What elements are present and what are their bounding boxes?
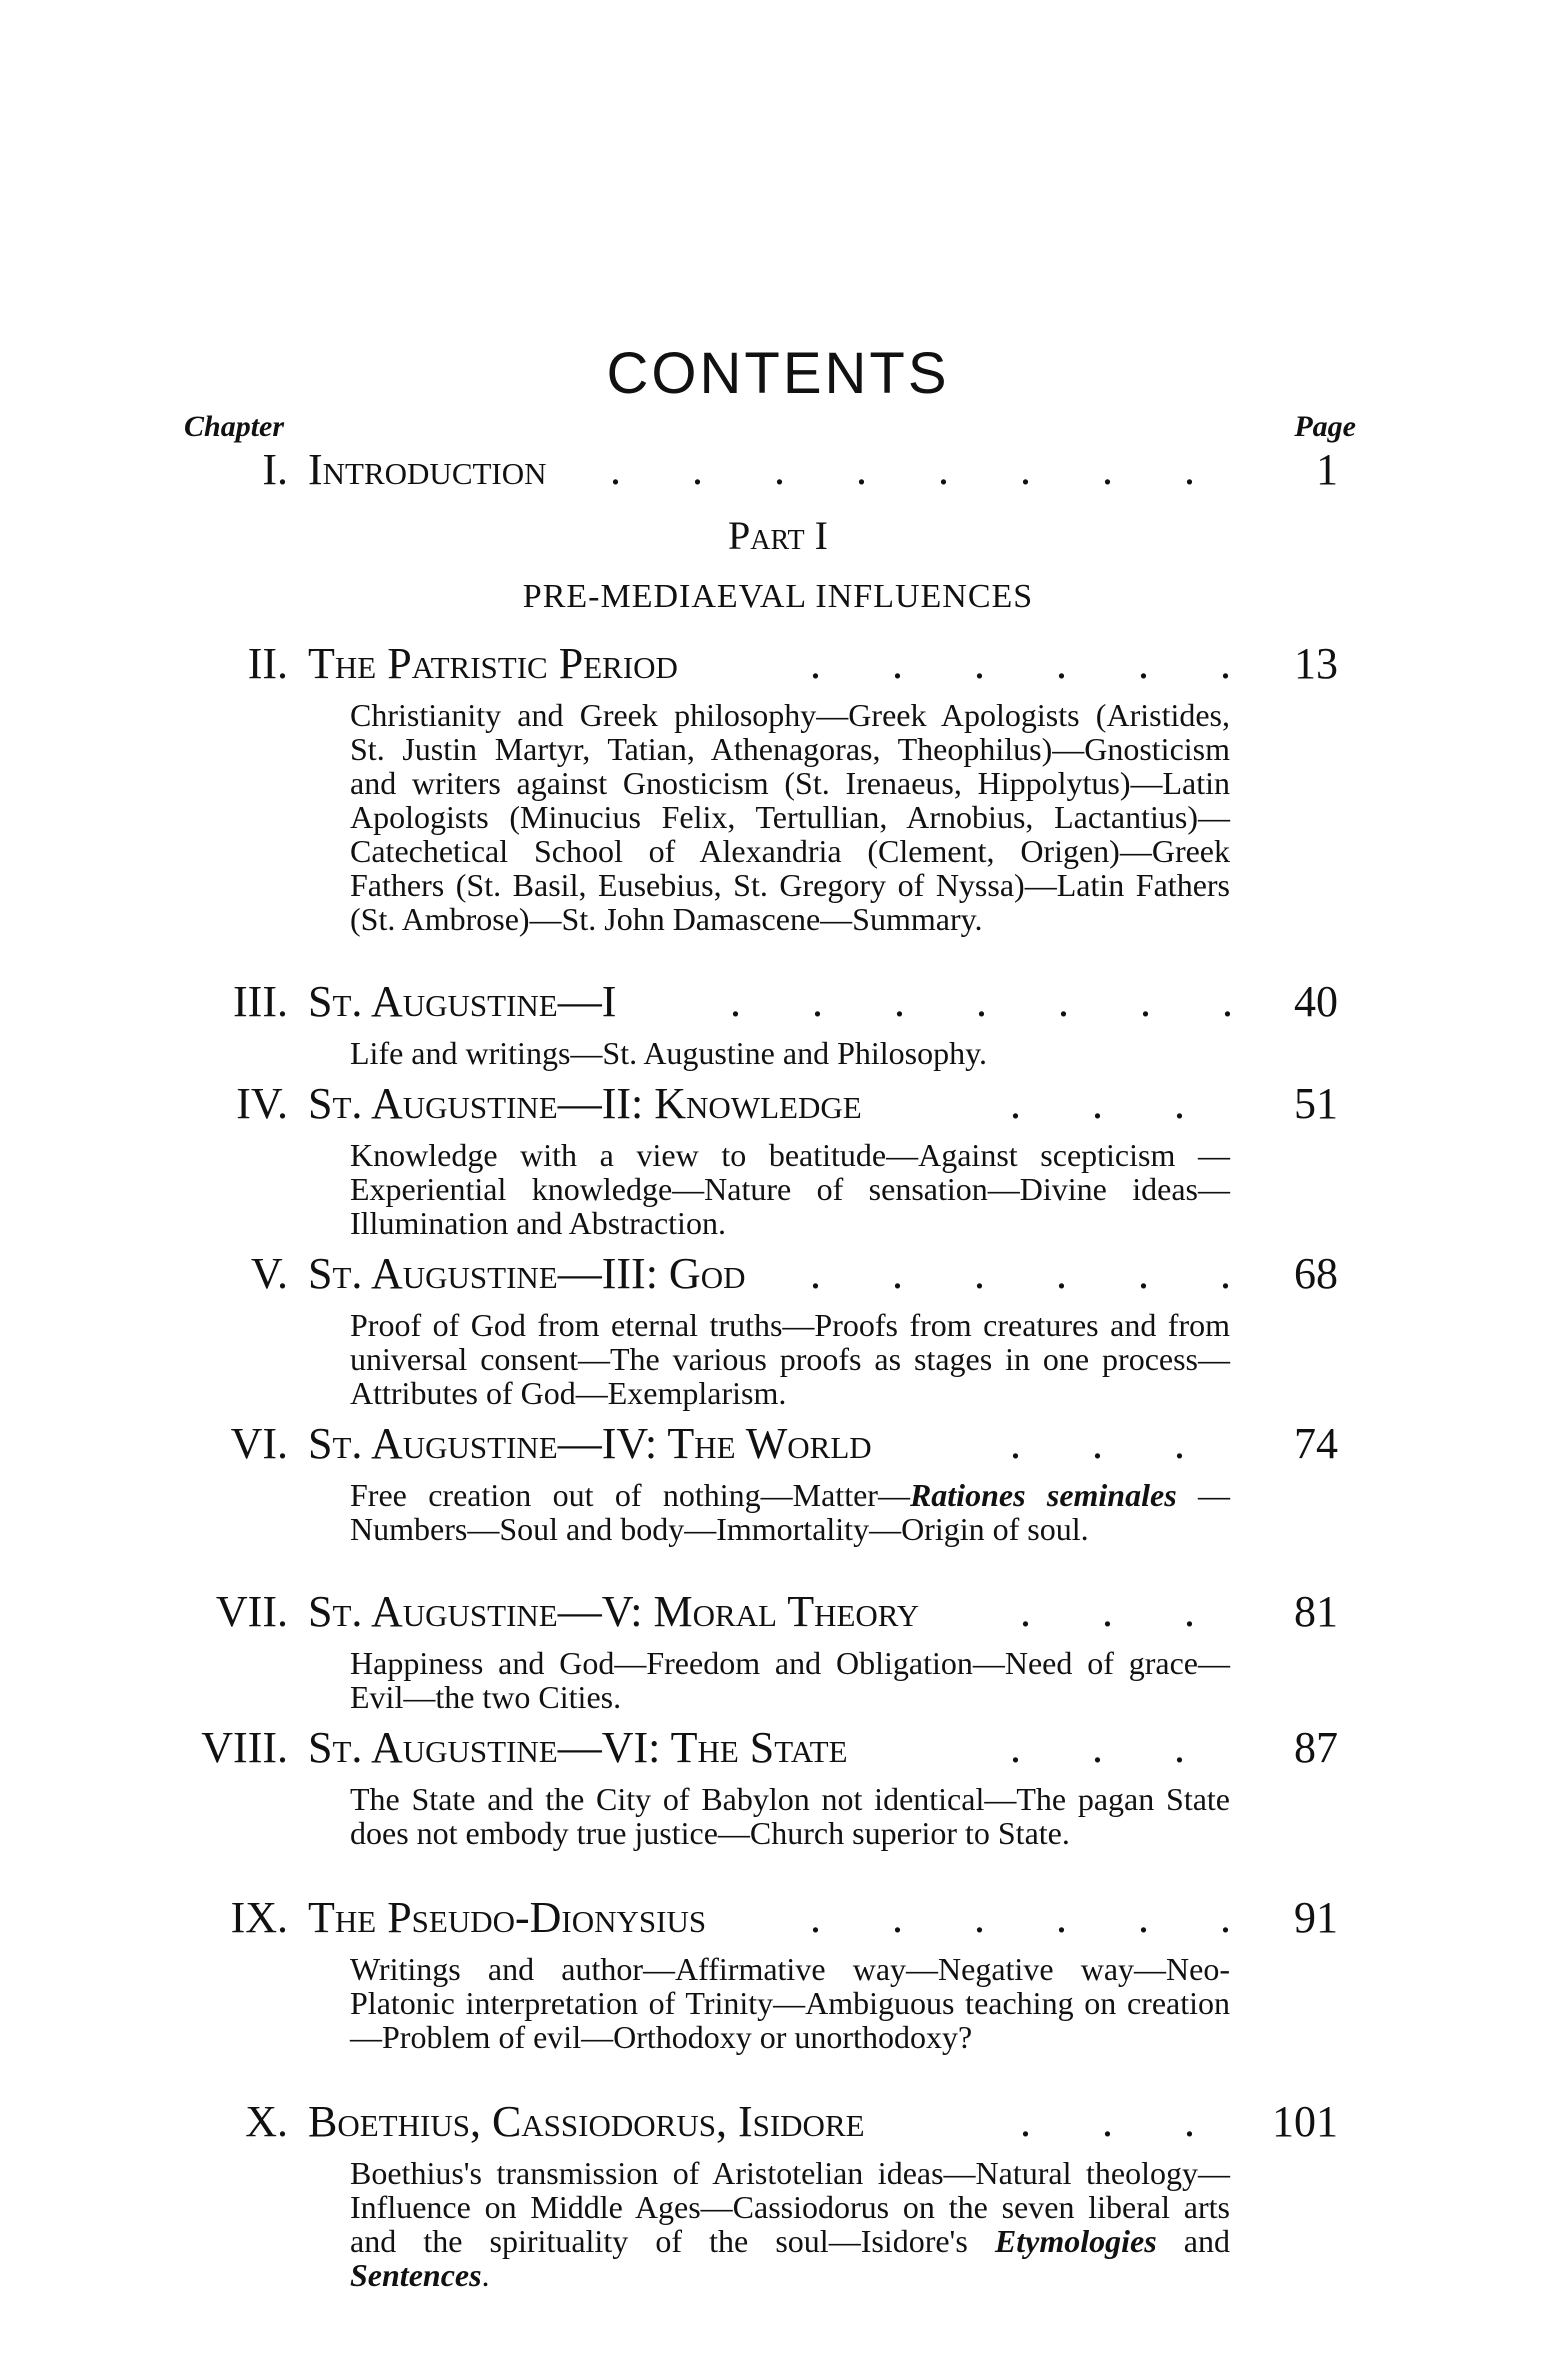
- toc-entry: [0, 976, 1556, 1070]
- toc-entry: [0, 1078, 1556, 1240]
- chapter-title: Boethius, Cassiodorus, Isidore: [308, 2097, 865, 2146]
- page-number: 91: [1294, 1893, 1338, 1942]
- page-number: 1: [1316, 445, 1338, 494]
- summary-text: —Numbers—Soul and body—Immortality—Origin of soul.: [350, 1477, 1231, 1547]
- chapter-summary: The State and the City of Babylon not identical—The pagan State does not embody true justice—Church superior to State.: [350, 1781, 1230, 1851]
- chapter-number: IV.: [236, 1079, 288, 1128]
- chapter-summary: Knowledge with a view to beatitude—Against scepticism —Experiential knowledge—Nature of sensation—Divine ideas—Illumination and Abstraction.: [350, 1137, 1230, 1241]
- dot-leader: . . .: [1010, 1079, 1215, 1128]
- chapter-column-label: Chapter: [184, 410, 285, 443]
- part-title: Part I: [728, 513, 828, 558]
- chapter-summary: Happiness and God—Freedom and Obligation—Need of grace—Evil—the two Cities.: [350, 1645, 1230, 1715]
- page-number: 40: [1294, 977, 1338, 1026]
- summary-emphasis: Rationes seminales: [909, 1477, 1177, 1513]
- chapter-summary: [350, 1478, 1230, 1546]
- chapter-title: The Patristic Period: [308, 639, 678, 688]
- page-number: 74: [1294, 1419, 1338, 1468]
- chapter-summary: Proof of God from eternal truths—Proofs from creatures and from universal consent—The various proofs as stages in one process—Attributes of God—Exemplarism.: [350, 1307, 1230, 1411]
- dot-leader: . . . . . . . .: [610, 445, 1225, 494]
- chapter-number: II.: [247, 639, 288, 688]
- chapter-number: IX.: [230, 1893, 288, 1942]
- summary-emphasis: Etymologies: [994, 2223, 1157, 2259]
- summary-text: Boethius's transmission of Aristotelian ideas—Natural theology—Influence on Middle Ages—Cassiodorus on the seven liberal arts and the spirituality of the soul—Isidore's: [350, 2155, 1230, 2259]
- dot-leader: . . .: [1020, 2097, 1225, 2146]
- chapter-title: St. Augustine—I: [308, 977, 617, 1026]
- chapter-title: St. Augustine—III: God: [308, 1249, 746, 1298]
- dot-leader: . . . . . .: [810, 1249, 1261, 1298]
- toc-entry: [0, 1418, 1556, 1546]
- page-number: 13: [1294, 639, 1338, 688]
- dot-leader: . . . . . .: [810, 639, 1261, 688]
- chapter-number: VI.: [230, 1419, 288, 1468]
- chapter-number: I.: [262, 445, 288, 494]
- chapter-title: The Pseudo-Dionysius: [308, 1893, 707, 1942]
- chapter-number: VII.: [215, 1587, 288, 1636]
- toc-entry: [0, 638, 1556, 936]
- page-title: CONTENTS: [606, 341, 950, 406]
- chapter-number: V.: [250, 1249, 288, 1298]
- chapter-title: St. Augustine—IV: The World: [308, 1419, 872, 1468]
- chapter-number: VIII.: [201, 1723, 288, 1772]
- chapter-title: St. Augustine—II: Knowledge: [308, 1079, 862, 1128]
- dot-leader: . . .: [1010, 1419, 1215, 1468]
- summary-text: Free creation out of nothing—Matter—: [350, 1477, 910, 1513]
- summary-text: .: [481, 2257, 490, 2293]
- dot-leader: . . .: [1020, 1587, 1225, 1636]
- chapter-title: Introduction: [308, 445, 547, 494]
- part-heading: PRE-MEDIAEVAL INFLUENCES: [522, 578, 1034, 615]
- page-number: 101: [1272, 2097, 1338, 2146]
- page-number: 81: [1294, 1587, 1338, 1636]
- chapter-number: III.: [233, 977, 288, 1026]
- chapter-summary: Christianity and Greek philosophy—Greek Apologists (Aristides, St. Justin Martyr, Tatian, Athenagoras, Theophilus)—Gnosticism and writers against Gnosticism (St. Irenaeus, Hippolytus)—Latin Apologists (Minucius Felix, Tertullian, Arnobius, Lactantius)—Catechetical School of Alexandria (Clement, Origen)—Greek Fathers (St. Basil, Eusebius, St. Gregory of Nyssa)—Latin Fathers (St. Ambrose)—St. John Damascene—Summary.: [350, 697, 1230, 937]
- chapter-summary: Life and writings—St. Augustine and Philosophy.: [350, 1035, 988, 1071]
- toc-entry: [0, 1892, 1556, 2054]
- toc-entry: [0, 1722, 1556, 1850]
- summary-text: and: [1156, 2223, 1231, 2259]
- chapter-title: St. Augustine—VI: The State: [308, 1723, 848, 1772]
- chapter-summary: [350, 2156, 1230, 2292]
- page-number: 68: [1294, 1249, 1338, 1298]
- page-number: 51: [1294, 1079, 1338, 1128]
- chapter-title: St. Augustine—V: Moral Theory: [308, 1587, 920, 1636]
- toc-entry: [0, 1586, 1556, 1714]
- summary-emphasis: Sentences: [350, 2257, 482, 2293]
- toc-entry: [0, 1248, 1556, 1410]
- chapter-number: X.: [245, 2097, 288, 2146]
- page-number: 87: [1294, 1723, 1338, 1772]
- chapter-summary: Writings and author—Affirmative way—Negative way—Neo-Platonic interpretation of Trinity—Ambiguous teaching on creation—Problem of evil—Orthodoxy or unorthodoxy?: [350, 1951, 1230, 2055]
- toc-entry: [0, 2096, 1556, 2292]
- dot-leader: . . . . . . .: [730, 977, 1263, 1026]
- dot-leader: . . .: [1010, 1723, 1215, 1772]
- dot-leader: . . . . . .: [810, 1893, 1261, 1942]
- toc-entry-introduction: [0, 444, 1556, 500]
- page-column-label: Page: [1294, 410, 1356, 443]
